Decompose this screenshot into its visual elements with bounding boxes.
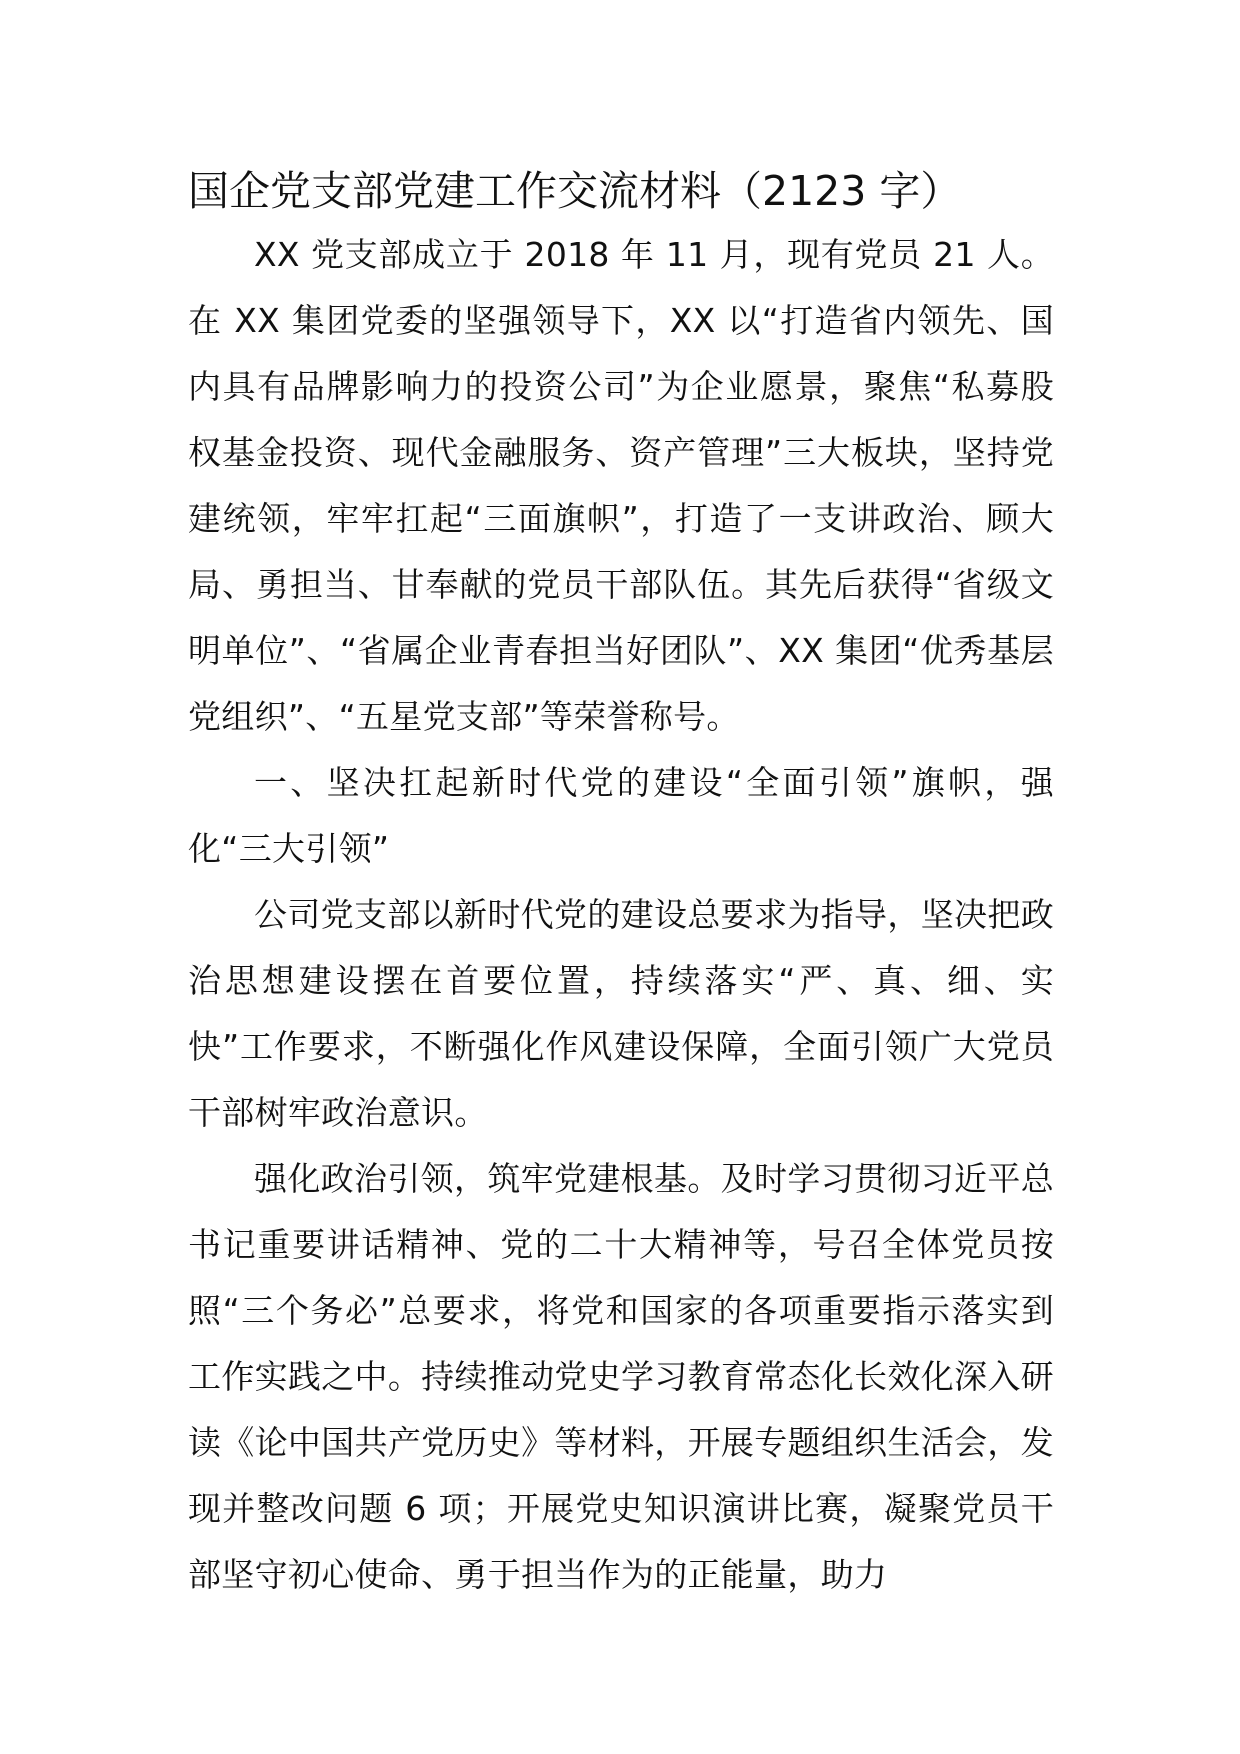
paragraph-political-leadership: 强化政治引领，筑牢党建根基。及时学习贯彻习近平总书记重要讲话精神、党的二十大精神等，号召全体党员按照“三个务必”总要求，将党和国家的各项重要指示落实到工作实践之中。持续推动党史学习教育常态化长效化深入研读《论中国共产党历史》等材料，开展专题组织生活会，发现并整改问题 6 项；开展党史知识演讲比赛，凝聚党员干部坚守初心使命、勇于担当作为的正能量，助力 bbox=[188, 1159, 1054, 1594]
paragraph-section-1-summary: 公司党支部以新时代党的建设总要求为指导，坚决把政治思想建设摆在首要位置，持续落实“严、真、细、实快”工作要求，不断强化作风建设保障，全面引领广大党员干部树牢政治意识。 bbox=[188, 895, 1054, 1132]
paragraph-intro: XX 党支部成立于 2018 年 11 月，现有党员 21 人。在 XX 集团党委的坚强领导下，XX 以“打造省内领先、国内具有品牌影响力的投资公司”为企业愿景，聚焦“私募股权基金投资、现代金融服务、资产管理”三大板块，坚持党建统领，牢牢扛起“三面旗帜”，打造了一支讲政治、顾大局、勇担当、甘奉献的党员干部队伍。其先后获得“省级文明单位”、“省属企业青春担当好团队”、XX 集团“优秀基层党组织”、“五星党支部”等荣誉称号。 bbox=[188, 235, 1054, 736]
document-title: 国企党支部党建工作交流材料（2123 字） bbox=[188, 167, 962, 215]
document-body bbox=[188, 160, 1054, 1608]
section-heading-1: 一、坚决扛起新时代党的建设“全面引领”旗帜，强化“三大引领” bbox=[188, 763, 1054, 868]
